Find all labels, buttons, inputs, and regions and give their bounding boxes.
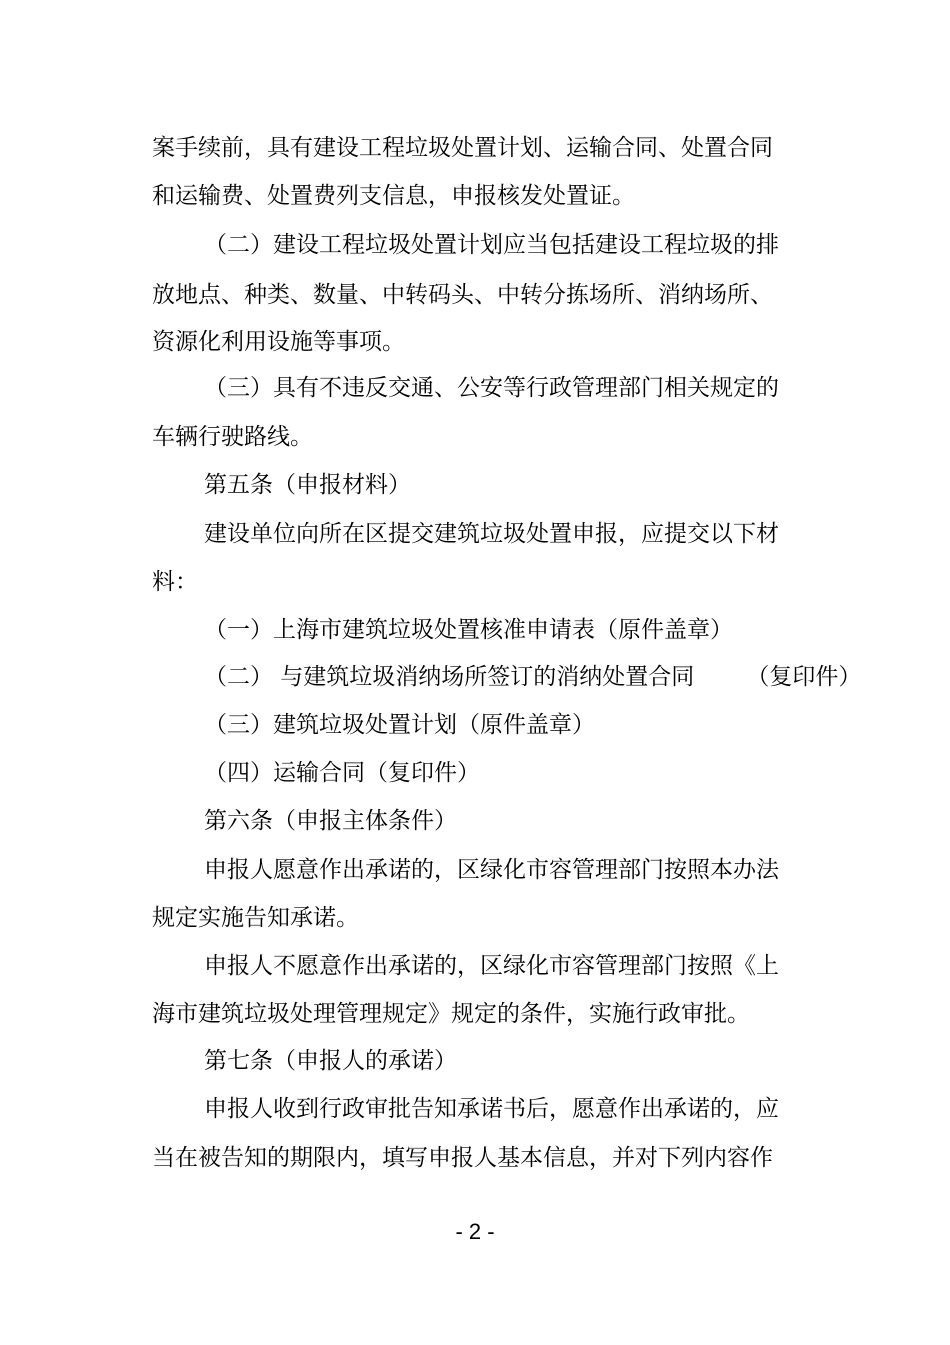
paragraph-line: 案手续前，具有建设工程垃圾处置计划、运输合同、处置合同 — [152, 135, 773, 161]
list-item: （四）运输合同（复印件） — [204, 760, 480, 786]
paragraph-line: 规定实施告知承诺。 — [152, 905, 359, 931]
list-item — [204, 662, 861, 692]
paragraph-line: 料： — [152, 569, 198, 595]
article-heading: 第六条（申报主体条件） — [204, 808, 457, 834]
paragraph-line: 和运输费、处置费列支信息，申报核发处置证。 — [152, 183, 635, 209]
list-item-text: （二） 与建筑垃圾消纳场所签订的消纳处置合同 — [204, 664, 695, 690]
paragraph-line: （二）建设工程垃圾处置计划应当包括建设工程垃圾的排 — [204, 232, 779, 258]
paragraph-line: 当在被告知的期限内，填写申报人基本信息，并对下列内容作 — [152, 1145, 773, 1171]
paragraph-line: 建设单位向所在区提交建筑垃圾处置申报，应提交以下材 — [204, 521, 779, 547]
list-item: （一）上海市建筑垃圾处置核准申请表（原件盖章） — [204, 617, 733, 643]
paragraph-line: （三）具有不违反交通、公安等行政管理部门相关规定的 — [204, 375, 779, 401]
list-item: （三）建筑垃圾处置计划（原件盖章） — [204, 712, 595, 738]
paragraph-line: 申报人不愿意作出承诺的，区绿化市容管理部门按照《上 — [204, 953, 779, 979]
article-heading: 第五条（申报材料） — [204, 472, 411, 498]
paragraph-line: 申报人收到行政审批告知承诺书后，愿意作出承诺的，应 — [204, 1096, 779, 1122]
paragraph-line: 放地点、种类、数量、中转码头、中转分拣场所、消纳场所、 — [152, 282, 773, 308]
article-heading: 第七条（申报人的承诺） — [204, 1048, 457, 1074]
list-item-suffix: （复印件） — [746, 664, 862, 690]
paragraph-line: 海市建筑垃圾处理管理规定》规定的条件，实施行政审批。 — [152, 1001, 750, 1027]
paragraph-line: 申报人愿意作出承诺的，区绿化市容管理部门按照本办法 — [204, 857, 779, 883]
paragraph-line: 车辆行驶路线。 — [152, 424, 313, 450]
page-number: - 2 - — [455, 1219, 495, 1244]
paragraph-line: 资源化利用设施等事项。 — [152, 329, 405, 355]
